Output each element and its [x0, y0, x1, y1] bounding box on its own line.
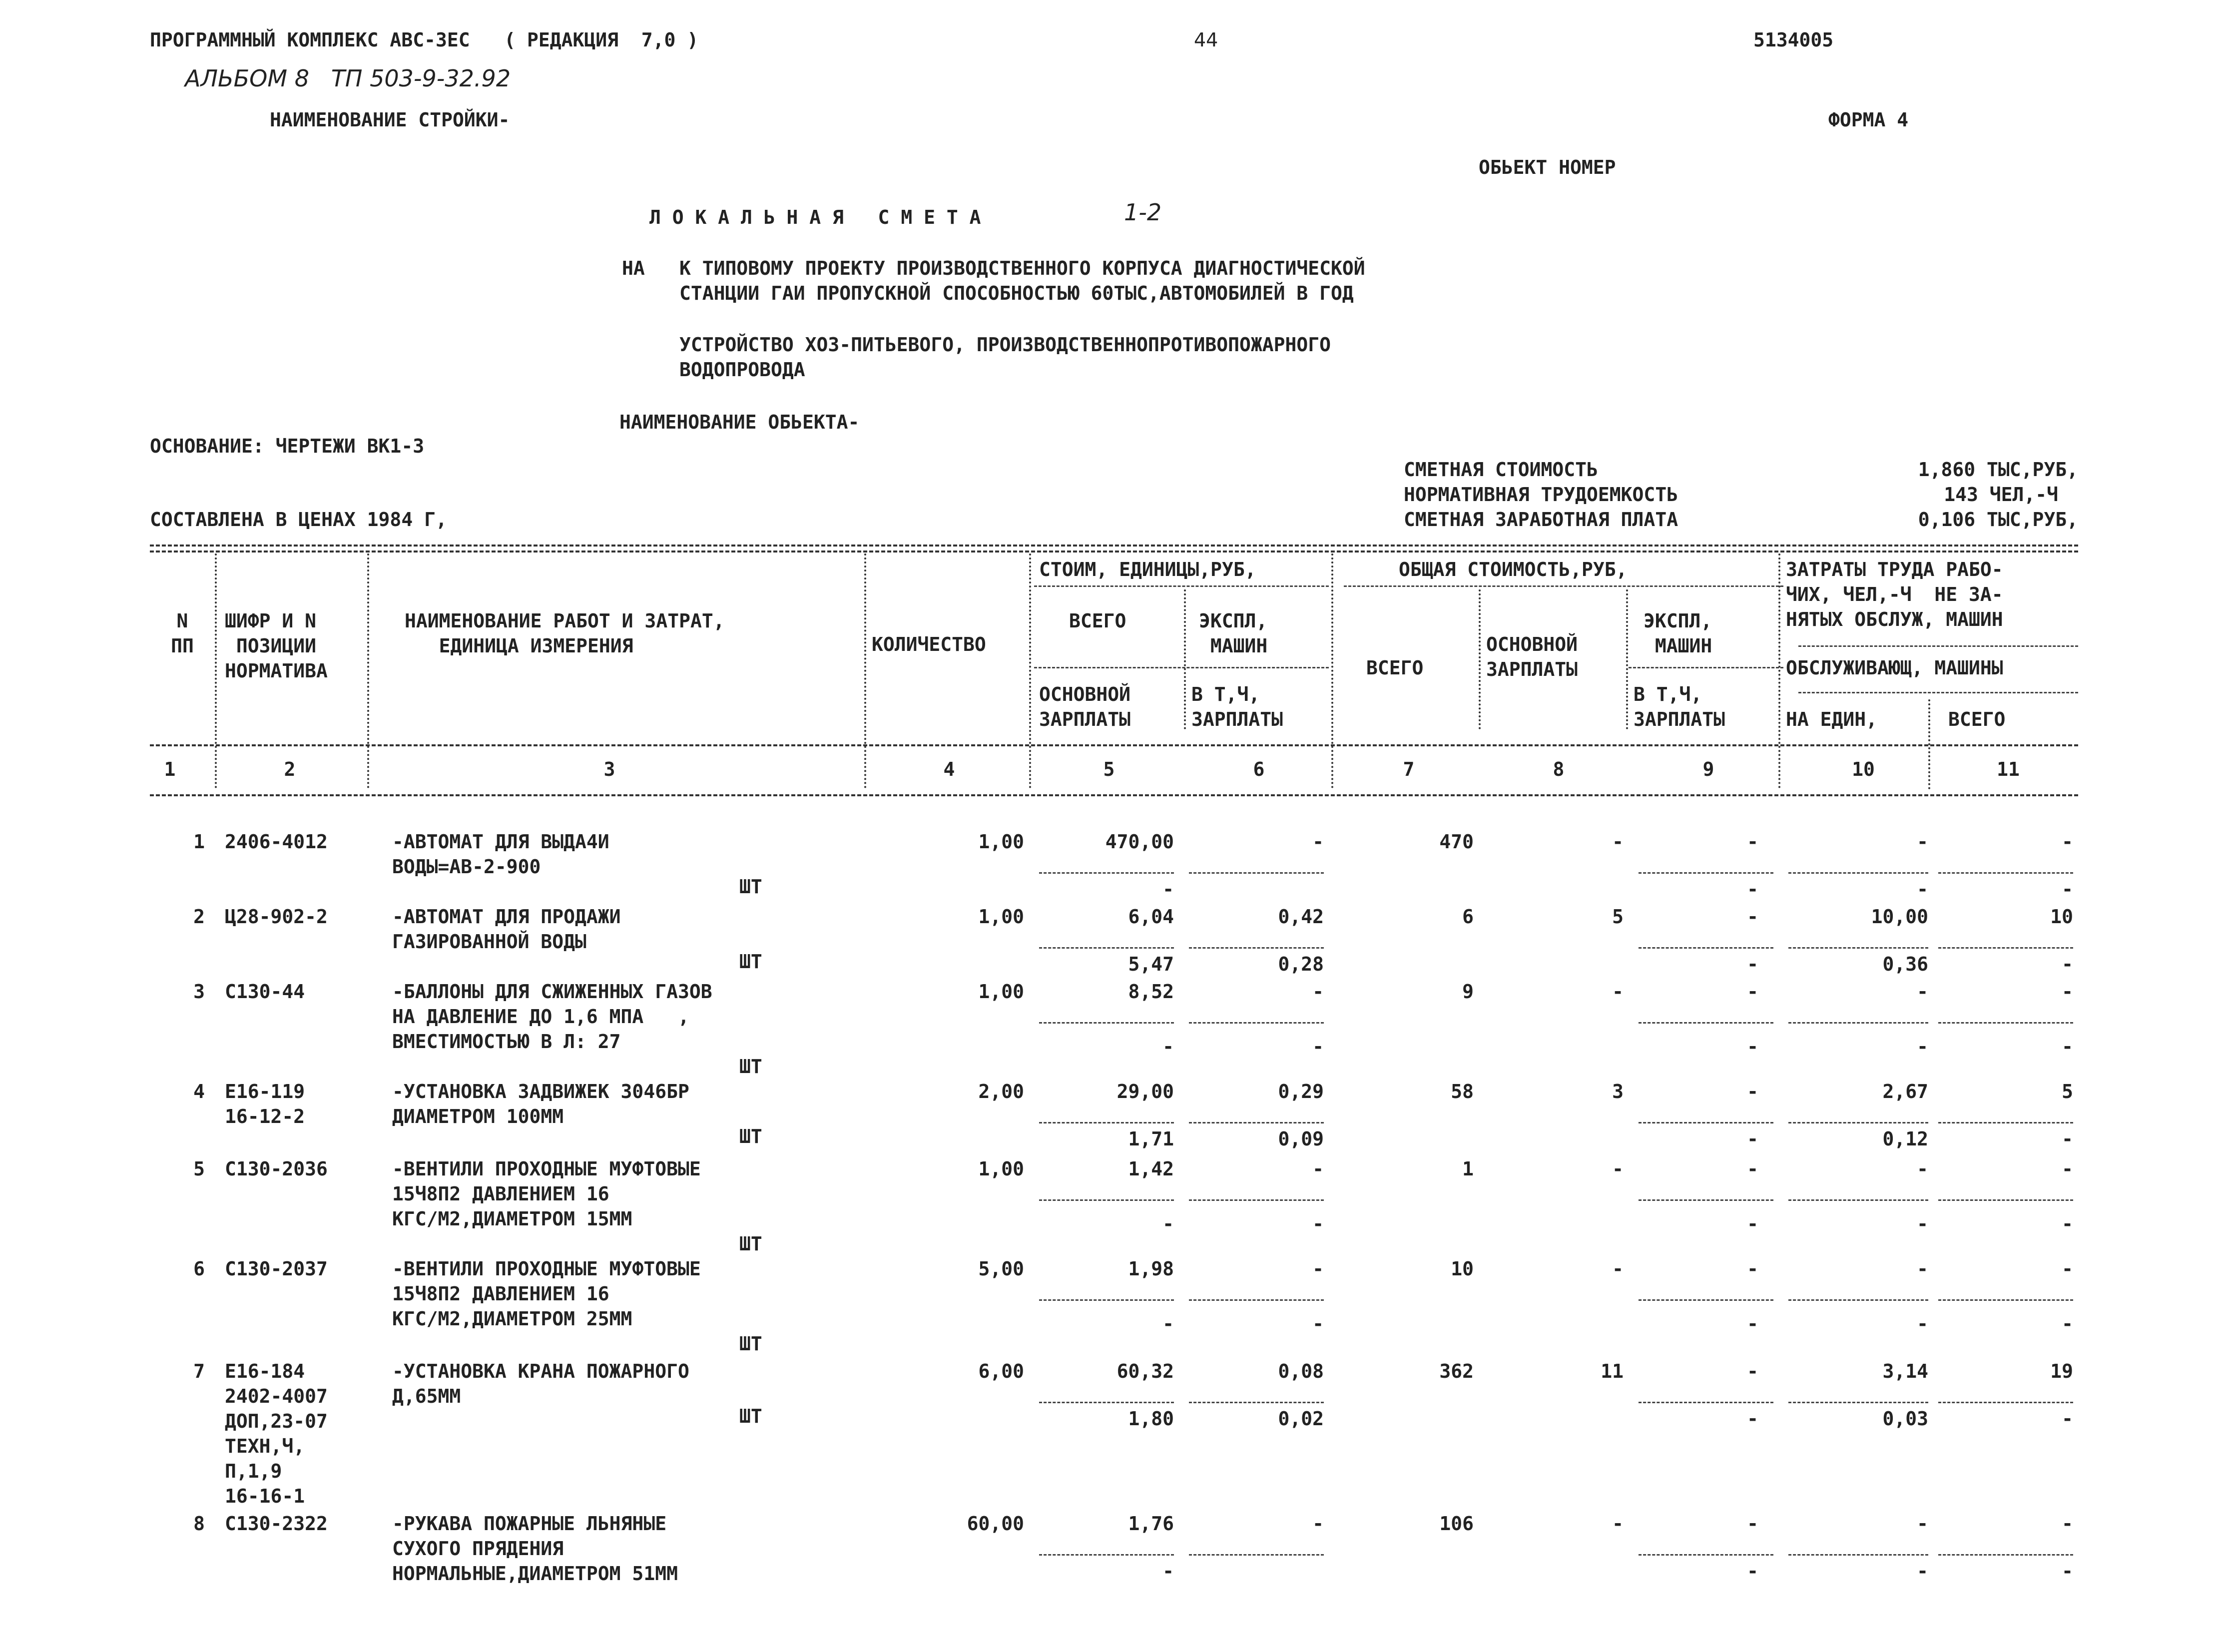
row-unit-salary: 5,47 — [1128, 953, 1174, 975]
row-unit-incl: - — [1312, 1036, 1324, 1058]
colnum: 9 — [1702, 758, 1714, 780]
row-subrule — [1788, 1299, 1928, 1301]
th-labor-total: ВСЕГО — [1948, 708, 2006, 730]
rule-unitcost — [1034, 585, 1329, 587]
colnum: 11 — [1997, 758, 2020, 780]
row-subrule — [1039, 1199, 1174, 1201]
row-unit-total: 1,98 — [1128, 1258, 1174, 1280]
row-subrule — [1788, 1122, 1928, 1123]
program-title: ПРОГРАММНЫЙ КОМПЛЕКС АВС-3ЕС ( РЕДАКЦИЯ 7,0 ) — [150, 29, 699, 51]
row-subrule — [1039, 1554, 1174, 1556]
row-unit-salary: - — [1162, 1036, 1174, 1058]
row-subrule — [1189, 872, 1324, 874]
row-unit-machine: - — [1312, 831, 1324, 853]
row-labor-unit-2: 0,36 — [1882, 953, 1928, 975]
row-total-salary: - — [1612, 1258, 1624, 1280]
row-unit-total: 1,76 — [1128, 1513, 1174, 1535]
row-labor-total: 10 — [2050, 906, 2073, 928]
rule-unitcost-2 — [1034, 667, 1329, 668]
colnum: 6 — [1253, 758, 1265, 780]
row-unit: ШТ — [739, 1125, 762, 1147]
row-labor-unit-2: 0,03 — [1882, 1408, 1928, 1430]
row-number: 3 — [193, 981, 205, 1003]
row-subrule — [1938, 1554, 2073, 1556]
row-labor-unit-2: - — [1917, 1213, 1928, 1235]
row-quantity: 2,00 — [978, 1081, 1024, 1102]
colnum: 3 — [603, 758, 615, 780]
row-subrule — [1938, 1122, 2073, 1123]
row-unit: ШТ — [739, 1233, 762, 1255]
row-quantity: 6,00 — [978, 1360, 1024, 1382]
th-total-machine: ЭКСПЛ, МАШИН — [1644, 610, 1712, 657]
row-unit-machine: - — [1312, 1513, 1324, 1535]
row-subrule — [1039, 1122, 1174, 1123]
th-totalcost: ОБЩАЯ СТОИМОСТЬ,РУБ, — [1399, 558, 1628, 580]
row-unit-salary: - — [1162, 1313, 1174, 1335]
row-labor-unit-2: - — [1917, 1560, 1928, 1582]
row-subrule — [1039, 1402, 1174, 1403]
row-unit-machine: 0,42 — [1278, 906, 1324, 928]
row-unit-incl: 0,02 — [1278, 1408, 1324, 1430]
th-total-all: ВСЕГО — [1366, 657, 1424, 679]
row-unit-machine: - — [1312, 1258, 1324, 1280]
row-total-machine: - — [1747, 1360, 1758, 1382]
summary-value-salary: 0,106 ТЫС,РУБ, — [1918, 509, 2078, 531]
row-name: -УСТАНОВКА КРАНА ПОЖАРНОГО Д,65ММ — [392, 1360, 689, 1407]
row-unit-salary: - — [1162, 1213, 1174, 1235]
row-unit-machine: - — [1312, 1158, 1324, 1180]
row-total-incl: - — [1747, 1128, 1758, 1150]
row-total-incl: - — [1747, 1560, 1758, 1582]
rule-top — [150, 545, 2078, 547]
row-total-salary: - — [1612, 1513, 1624, 1535]
project-line-1: К ТИПОВОМУ ПРОЕКТУ ПРОИЗВОДСТВЕННОГО КОРПУСА ДИАГНОСТИЧЕСКОЙ — [679, 257, 1365, 279]
row-labor-unit: - — [1917, 1258, 1928, 1280]
row-total-salary: 3 — [1612, 1081, 1624, 1102]
row-subrule — [1788, 1402, 1928, 1403]
row-labor-unit: 10,00 — [1871, 906, 1928, 928]
row-subrule — [1039, 1299, 1174, 1301]
row-total-salary: - — [1612, 981, 1624, 1003]
row-number: 4 — [193, 1081, 205, 1102]
row-subrule — [1639, 1402, 1773, 1403]
row-code: С130-2036 — [225, 1158, 328, 1180]
row-number: 1 — [193, 831, 205, 853]
row-unit-machine: 0,08 — [1278, 1360, 1324, 1382]
row-code: С130-44 — [225, 981, 305, 1003]
row-unit-machine: 0,29 — [1278, 1081, 1324, 1102]
row-quantity: 1,00 — [978, 1158, 1024, 1180]
row-unit-total: 470,00 — [1105, 831, 1174, 853]
th-labor-unit: НА ЕДИН, — [1786, 708, 1878, 730]
row-total-salary: - — [1612, 1158, 1624, 1180]
col-sep — [1029, 553, 1031, 788]
col-sep — [1331, 553, 1333, 788]
row-subrule — [1639, 1122, 1773, 1123]
row-subrule — [1639, 1554, 1773, 1556]
row-subrule — [1938, 947, 2073, 949]
th-unit-machine: ЭКСПЛ, МАШИН — [1199, 610, 1268, 657]
col-sep — [1184, 589, 1186, 729]
row-subrule — [1938, 1022, 2073, 1024]
row-labor-unit: 2,67 — [1882, 1081, 1928, 1102]
rule-totalmachine — [1629, 667, 1783, 668]
row-code: С130-2037 — [225, 1258, 328, 1280]
estimate-number: 1-2 — [1124, 199, 1162, 226]
row-total-all: 6 — [1462, 906, 1474, 928]
row-number: 8 — [193, 1513, 205, 1535]
col-sep — [1626, 589, 1628, 729]
row-total-all: 470 — [1439, 831, 1474, 853]
work-line-2: ВОДОПРОВОДА — [679, 359, 805, 381]
row-unit-total: 29,00 — [1116, 1081, 1174, 1102]
row-unit: ШТ — [739, 1333, 762, 1355]
row-unit: ШТ — [739, 1405, 762, 1427]
row-subrule — [1639, 1199, 1773, 1201]
prices-note: СОСТАВЛЕНА В ЦЕНАХ 1984 Г, — [150, 509, 447, 531]
row-subrule — [1189, 1122, 1324, 1123]
th-name: НАИМЕНОВАНИЕ РАБОТ И ЗАТРАТ, ЕДИНИЦА ИЗМЕРЕНИЯ — [405, 610, 725, 657]
col-sep — [215, 553, 217, 788]
row-labor-total-2: - — [2062, 953, 2073, 975]
row-labor-unit-2: - — [1917, 1313, 1928, 1335]
row-subrule — [1039, 1022, 1174, 1024]
row-labor-total: - — [2062, 831, 2073, 853]
construction-name: НАИМЕНОВАНИЕ СТРОЙКИ- — [270, 109, 510, 131]
col-sep — [1778, 553, 1780, 788]
row-subrule — [1788, 1199, 1928, 1201]
row-labor-unit-2: - — [1917, 878, 1928, 900]
row-subrule — [1938, 872, 2073, 874]
summary-label-labor: НОРМАТИВНАЯ ТРУДОЕМКОСТЬ — [1404, 484, 1678, 506]
row-total-incl: - — [1747, 953, 1758, 975]
row-subrule — [1788, 872, 1928, 874]
project-line-2: СТАНЦИИ ГАИ ПРОПУСКНОЙ СПОСОБНОСТЬЮ 60ТЫС,АВТОМОБИЛЕЙ В ГОД — [679, 282, 1354, 304]
row-total-all: 9 — [1462, 981, 1474, 1003]
th-quantity: КОЛИЧЕСТВО — [872, 633, 986, 655]
row-labor-total: - — [2062, 981, 2073, 1003]
row-labor-total: 19 — [2050, 1360, 2073, 1382]
th-unit-total: ВСЕГО — [1069, 610, 1126, 632]
colnum: 1 — [164, 758, 176, 780]
row-subrule — [1788, 1554, 1928, 1556]
colnum: 4 — [943, 758, 955, 780]
row-unit-total: 60,32 — [1116, 1360, 1174, 1382]
row-unit: ШТ — [739, 951, 762, 973]
row-unit-machine: - — [1312, 981, 1324, 1003]
row-labor-total-2: - — [2062, 1408, 2073, 1430]
row-name: -АВТОМАТ ДЛЯ ПРОДАЖИ ГАЗИРОВАННОЙ ВОДЫ — [392, 906, 621, 953]
colnum: 7 — [1403, 758, 1415, 780]
th-total-salary: ОСНОВНОЙ ЗАРПЛАТЫ — [1486, 633, 1578, 680]
row-total-all: 58 — [1451, 1081, 1474, 1102]
row-code: Е16-119 16-12-2 — [225, 1081, 305, 1127]
row-labor-unit-2: 0,12 — [1882, 1128, 1928, 1150]
row-quantity: 1,00 — [978, 906, 1024, 928]
row-quantity: 1,00 — [978, 831, 1024, 853]
row-total-machine: - — [1747, 1081, 1758, 1102]
row-labor-unit: - — [1917, 981, 1928, 1003]
row-code: 2406-4012 — [225, 831, 328, 853]
summary-value-cost: 1,860 ТЫС,РУБ, — [1918, 459, 2078, 481]
row-labor-total-2: - — [2062, 1560, 2073, 1582]
col-sep — [864, 553, 866, 788]
object-number: ОБЬЕКТ НОМЕР — [1479, 156, 1616, 178]
summary-label-cost: СМЕТНАЯ СТОИМОСТЬ — [1404, 459, 1598, 481]
colnum: 5 — [1103, 758, 1115, 780]
row-unit-salary: 1,71 — [1128, 1128, 1174, 1150]
row-total-machine: - — [1747, 831, 1758, 853]
row-total-machine: - — [1747, 1513, 1758, 1535]
row-quantity: 60,00 — [967, 1513, 1024, 1535]
th-labor-service: ОБСЛУЖИВАЮЩ, МАШИНЫ — [1786, 657, 2003, 679]
th-npp: N ПП — [171, 610, 194, 657]
form-label: ФОРМА 4 — [1828, 109, 1909, 131]
object-name: НАИМЕНОВАНИЕ ОБЬЕКТА- — [619, 411, 860, 433]
row-labor-unit: - — [1917, 831, 1928, 853]
row-subrule — [1189, 1299, 1324, 1301]
row-unit-incl: 0,09 — [1278, 1128, 1324, 1150]
row-name: -РУКАВА ПОЖАРНЫЕ ЛЬНЯНЫЕ СУХОГО ПРЯДЕНИЯ НОРМАЛЬНЫЕ,ДИАМЕТРОМ 51ММ — [392, 1513, 678, 1585]
row-labor-unit: 3,14 — [1882, 1360, 1928, 1382]
row-unit-salary: - — [1162, 1560, 1174, 1582]
row-subrule — [1039, 947, 1174, 949]
row-labor-total-2: - — [2062, 878, 2073, 900]
row-subrule — [1788, 947, 1928, 949]
page-number: 44 — [1194, 29, 1218, 51]
row-unit-incl: 0,28 — [1278, 953, 1324, 975]
row-subrule — [1039, 872, 1174, 874]
row-number: 2 — [193, 906, 205, 928]
colnum: 8 — [1553, 758, 1565, 780]
row-total-salary: 11 — [1601, 1360, 1624, 1382]
row-unit-total: 1,42 — [1128, 1158, 1174, 1180]
row-unit-incl: - — [1312, 1213, 1324, 1235]
row-subrule — [1639, 872, 1773, 874]
row-unit-total: 8,52 — [1128, 981, 1174, 1003]
work-line-1: УСТРОЙСТВО ХОЗ-ПИТЬЕВОГО, ПРОИЗВОДСТВЕННОПРОТИВОПОЖАРНОГО — [679, 334, 1331, 356]
row-subrule — [1788, 1022, 1928, 1024]
row-number: 6 — [193, 1258, 205, 1280]
row-labor-unit: - — [1917, 1158, 1928, 1180]
basis: ОСНОВАНИЕ: ЧЕРТЕЖИ ВК1-3 — [150, 435, 425, 457]
row-labor-total: - — [2062, 1158, 2073, 1180]
th-unit-incl: В Т,Ч, ЗАРПЛАТЫ — [1191, 683, 1283, 730]
row-code: Ц28-902-2 — [225, 906, 328, 928]
th-code: ШИФР И N ПОЗИЦИИ НОРМАТИВА — [225, 610, 328, 682]
row-quantity: 1,00 — [978, 981, 1024, 1003]
row-name: -АВТОМАТ ДЛЯ ВЫДА4И ВОДЫ=АВ-2-900 — [392, 831, 609, 878]
row-labor-unit: - — [1917, 1513, 1928, 1535]
row-total-incl: - — [1747, 1213, 1758, 1235]
row-labor-total-2: - — [2062, 1213, 2073, 1235]
row-name: -ВЕНТИЛИ ПРОХОДНЫЕ МУФТОВЫЕ 15Ч8П2 ДАВЛЕНИЕМ 16 КГС/М2,ДИАМЕТРОМ 15ММ — [392, 1158, 701, 1230]
colnum: 2 — [284, 758, 296, 780]
row-labor-total-2: - — [2062, 1036, 2073, 1058]
th-labor: ЗАТРАТЫ ТРУДА РАБО- ЧИХ, ЧЕЛ,-Ч НЕ ЗА- НЯТЫХ ОБСЛУЖ, МАШИН — [1786, 558, 2003, 630]
th-unitcost: СТОИМ, ЕДИНИЦЫ,РУБ, — [1039, 558, 1256, 580]
th-total-incl: В Т,Ч, ЗАРПЛАТЫ — [1634, 683, 1725, 730]
row-unit-salary: - — [1162, 878, 1174, 900]
rule-labor-2 — [1798, 692, 2078, 693]
row-subrule — [1189, 1022, 1324, 1024]
row-labor-total: - — [2062, 1513, 2073, 1535]
for-prefix: НА — [622, 257, 645, 279]
rule-colnums-top — [150, 744, 2078, 746]
row-total-salary: - — [1612, 831, 1624, 853]
row-subrule — [1189, 1402, 1324, 1403]
row-total-all: 1 — [1462, 1158, 1474, 1180]
th-unit-salary: ОСНОВНОЙ ЗАРПЛАТЫ — [1039, 683, 1131, 730]
rule-totalcost — [1344, 585, 1783, 587]
summary-label-salary: СМЕТНАЯ ЗАРАБОТНАЯ ПЛАТА — [1404, 509, 1678, 531]
doc-code: 5134005 — [1753, 29, 1834, 51]
row-subrule — [1639, 947, 1773, 949]
col-sep — [1479, 589, 1481, 729]
row-unit: ШТ — [739, 1056, 762, 1078]
row-total-incl: - — [1747, 1036, 1758, 1058]
row-subrule — [1639, 1022, 1773, 1024]
rule-top-2 — [150, 551, 2078, 552]
summary-value-labor: 143 ЧЕЛ,-Ч — [1944, 484, 2058, 506]
row-total-incl: - — [1747, 1313, 1758, 1335]
row-labor-total: - — [2062, 1258, 2073, 1280]
row-labor-total: 5 — [2062, 1081, 2073, 1102]
row-number: 5 — [193, 1158, 205, 1180]
row-subrule — [1189, 1554, 1324, 1556]
rule-colnums-bottom — [150, 794, 2078, 796]
row-subrule — [1938, 1402, 2073, 1403]
estimate-title: Л О К А Л Ь Н А Я С М Е Т А — [649, 206, 981, 228]
row-name: -УСТАНОВКА ЗАДВИЖЕК 3046БР ДИАМЕТРОМ 100ММ — [392, 1081, 689, 1127]
row-labor-total-2: - — [2062, 1313, 2073, 1335]
row-subrule — [1189, 1199, 1324, 1201]
row-unit: ШТ — [739, 876, 762, 898]
row-quantity: 5,00 — [978, 1258, 1024, 1280]
row-total-incl: - — [1747, 1408, 1758, 1430]
row-subrule — [1639, 1299, 1773, 1301]
row-code: С130-2322 — [225, 1513, 328, 1535]
row-subrule — [1938, 1299, 2073, 1301]
row-subrule — [1938, 1199, 2073, 1201]
col-sep — [367, 553, 369, 788]
row-subrule — [1189, 947, 1324, 949]
row-total-machine: - — [1747, 1158, 1758, 1180]
row-total-salary: 5 — [1612, 906, 1624, 928]
row-labor-unit-2: - — [1917, 1036, 1928, 1058]
row-labor-total-2: - — [2062, 1128, 2073, 1150]
row-code: Е16-184 2402-4007 ДОП,23-07 ТЕХН,Ч, П,1,9 16-16-1 — [225, 1360, 328, 1507]
row-total-incl: - — [1747, 878, 1758, 900]
row-name: -БАЛЛОНЫ ДЛЯ СЖИЖЕННЫХ ГАЗОВ НА ДАВЛЕНИЕ ДО 1,6 МПА , ВМЕСТИМОСТЬЮ В Л: 27 — [392, 981, 712, 1053]
row-unit-incl: - — [1312, 1313, 1324, 1335]
row-total-all: 106 — [1439, 1513, 1474, 1535]
row-unit-total: 6,04 — [1128, 906, 1174, 928]
row-total-all: 10 — [1451, 1258, 1474, 1280]
col-sep — [1928, 699, 1930, 789]
row-name: -ВЕНТИЛИ ПРОХОДНЫЕ МУФТОВЫЕ 15Ч8П2 ДАВЛЕНИЕМ 16 КГС/М2,ДИАМЕТРОМ 25ММ — [392, 1258, 701, 1330]
album-note: АЛЬБОМ 8 ТП 503-9-32.92 — [185, 65, 511, 92]
row-total-machine: - — [1747, 906, 1758, 928]
colnum: 10 — [1852, 758, 1875, 780]
rule-labor-1 — [1798, 645, 2078, 647]
row-number: 7 — [193, 1360, 205, 1382]
row-unit-salary: 1,80 — [1128, 1408, 1174, 1430]
row-total-machine: - — [1747, 1258, 1758, 1280]
row-total-all: 362 — [1439, 1360, 1474, 1382]
row-total-machine: - — [1747, 981, 1758, 1003]
